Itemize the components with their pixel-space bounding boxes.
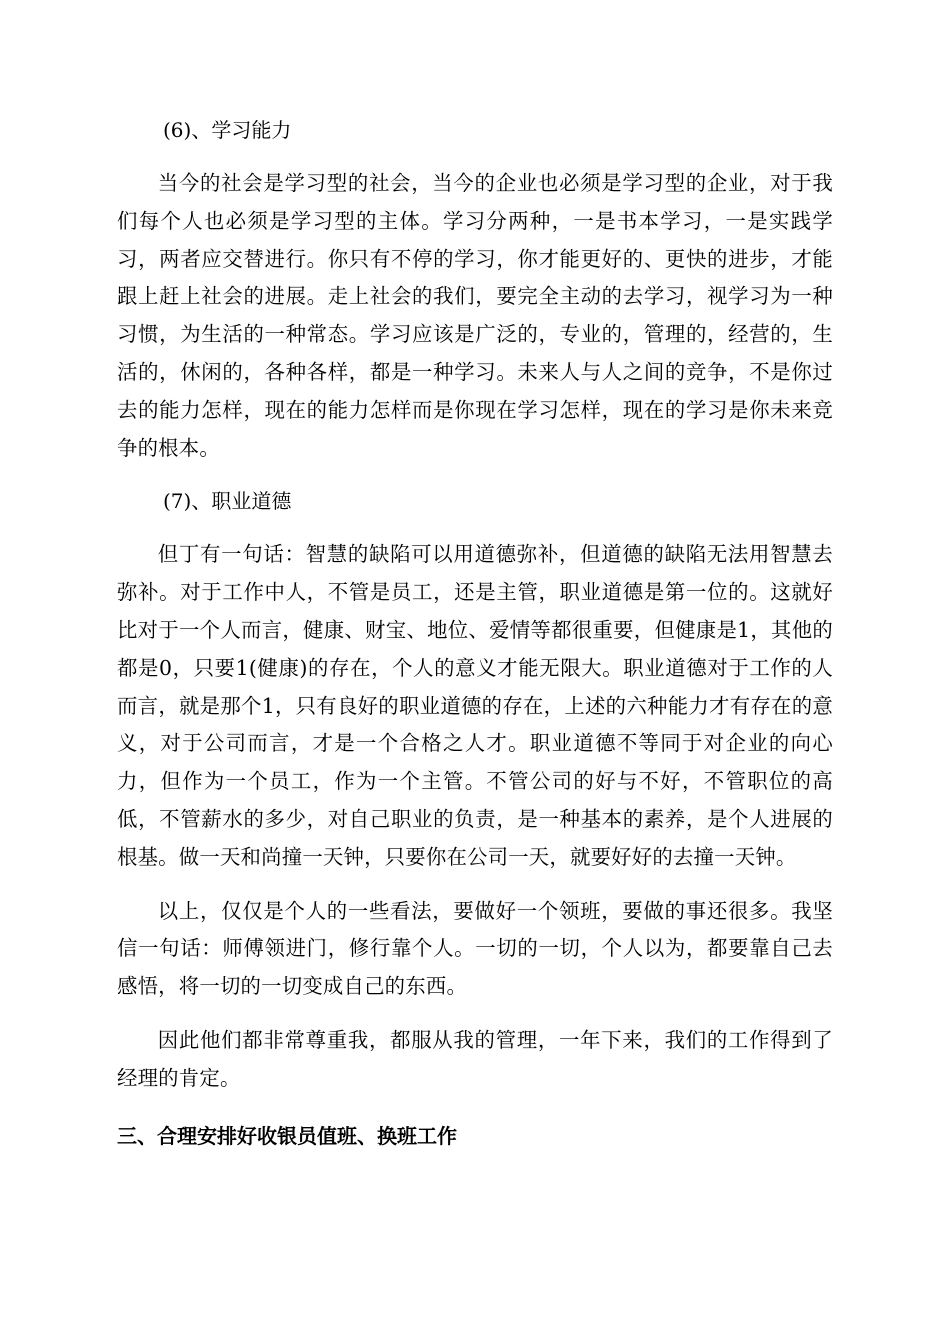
paragraph-learning-ability: 当今的社会是学习型的社会，当今的企业也必须是学习型的企业，对于我们每个人也必须是学习型的主体。学习分两种，一是书本学习，一是实践学习，两者应交替进行。你只有不停的学习，你才能更好的、更快的进步，才能跟上赶上社会的进展。走上社会的我们，要完全主动的去学习，视学习为一种习惯，为生活的一种常态。学习应该是广泛的，专业的，管理的，经营的，生活的，休闲的，各种各样，都是一种学习。未来人与人之间的竞争，不是你过去的能力怎样，现在的能力怎样而是你现在学习怎样，现在的学习是你未来竞争的根本。 [117,171,833,460]
document-page [117,112,833,1155]
paragraph-result: 因此他们都非常尊重我，都服从我的管理，一年下来，我们的工作得到了经理的肯定。 [117,1027,833,1090]
subheading-professional-ethics: (7)、职业道德 [163,489,292,514]
paragraph-professional-ethics: 但丁有一句话：智慧的缺陷可以用道德弥补，但道德的缺陷无法用智慧去弥补。对于工作中人，不管是员工，还是主管，职业道德是第一位的。这就好比对于一个人而言，健康、财宝、地位、爱情等都很重要，但健康是1，其他的都是0，只要1(健康)的存在，个人的意义才能无限大。职业道德对于工作的人而言，就是那个1，只有良好的职业道德的存在，上述的六种能力才有存在的意义，对于公司而言，才是一个合格之人才。职业道德不等同于对企业的向心力，但作为一个员工，作为一个主管。不管公司的好与不好，不管职位的高低，不管薪水的多少，对自己职业的负责，是一种基本的素养，是个人进展的根基。做一天和尚撞一天钟，只要你在公司一天，就要好好的去撞一天钟。 [117,542,833,869]
section-heading-cashier-shifts: 三、合理安排好收银员值班、换班工作 [117,1123,457,1148]
subheading-learning-ability: (6)、学习能力 [163,118,292,142]
paragraph-summary: 以上，仅仅是个人的一些看法，要做好一个领班，要做的事还很多。我坚信一句话：师傅领进门，修行靠个人。一切的一切，个人以为，都要靠自己去感悟，将一切的一切变成自己的东西。 [117,898,833,999]
